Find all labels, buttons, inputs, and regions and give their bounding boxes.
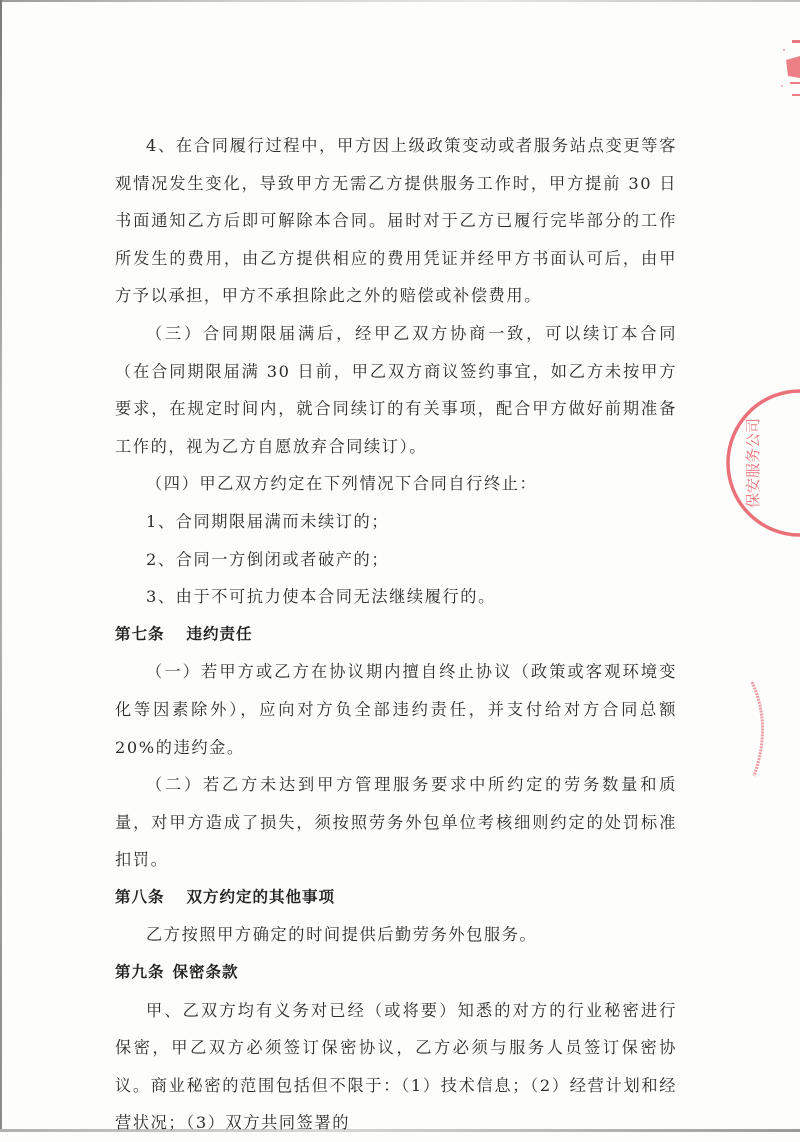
article-heading-9 [115, 954, 677, 992]
page-edge-left [0, 0, 2, 1132]
paragraph-auto-termination-intro: （四）甲乙双方约定在下列情况下合同自行终止： [146, 474, 538, 494]
seal-fragment-bottom-icon [750, 680, 800, 780]
article-title: 保密条款 [172, 963, 239, 982]
paragraph-breach-clause-2: （二）若乙方未达到甲方管理服务要求中所约定的劳务数量和质量，对甲方造成了损失，须按照劳务外包单位考核细则约定的处罚标准扣罚。 [115, 775, 677, 870]
list-item: 2、合同一方倒闭或者破产的； [146, 549, 390, 569]
article-number: 第七条 [115, 624, 165, 643]
seal-text: 保安服务公司 [744, 417, 762, 509]
article-heading-8 [115, 879, 677, 917]
article-number: 第九条 [115, 963, 165, 982]
contract-page-body [115, 127, 677, 1142]
paragraph-termination-clause-4: 4、在合同履行过程中，甲方因上级政策变动或者服务站点变更等客观情况发生变化，导致甲方无需乙方提供服务工作时，甲方提前 30 日书面通知乙方后即可解除本合同。届时对于乙方已履行完毕部分的工作所发生的费用，由乙方提供相应的费用凭证并经甲方书面认可后，由甲方予以承担，甲方不承担除此之外的赔偿或补偿费用。 [115, 136, 677, 306]
paragraph-other-matters: 乙方按照甲方确定的时间提供后勤劳务外包服务。 [146, 925, 538, 945]
article-title: 双方约定的其他事项 [186, 887, 336, 906]
article-title: 违约责任 [186, 624, 253, 643]
article-number: 第八条 [115, 887, 165, 906]
list-item: 3、由于不可抗力使本合同无法继续履行的。 [146, 587, 496, 607]
article-heading-7 [115, 616, 677, 654]
seal-fragment-top-icon [776, 38, 800, 98]
paragraph-renewal-clause: （三）合同期限届满后，经甲乙双方协商一致，可以续订本合同（在合同期限届满 30 日前，甲乙双方商议签约事宜，如乙方未按甲方要求，在规定时间内，就合同续订的有关事项，配合甲方做好前期准备工作的，视为乙方自愿放弃合同续订）。 [115, 323, 677, 456]
paragraph-confidentiality: 甲、乙双方均有义务对已经（或将要）知悉的对方的行业秘密进行保密，甲乙双方必须签订保密协议，乙方必须与服务人员签订保密协议。商业秘密的范围包括但不限于：（1）技术信息；（2）经营计划和经营状况；（3）双方共同签署的 [115, 1000, 677, 1133]
company-seal-icon [722, 385, 800, 541]
paragraph-breach-clause-1: （一）若甲方或乙方在协议期内擅自终止协议（政策或客观环境变化等因素除外），应向对方负全部违约责任，并支付给对方合同总额 20%的违约金。 [115, 662, 677, 757]
list-item: 1、合同期限届满而未续订的； [146, 511, 390, 531]
page-edge-top [0, 0, 800, 2]
